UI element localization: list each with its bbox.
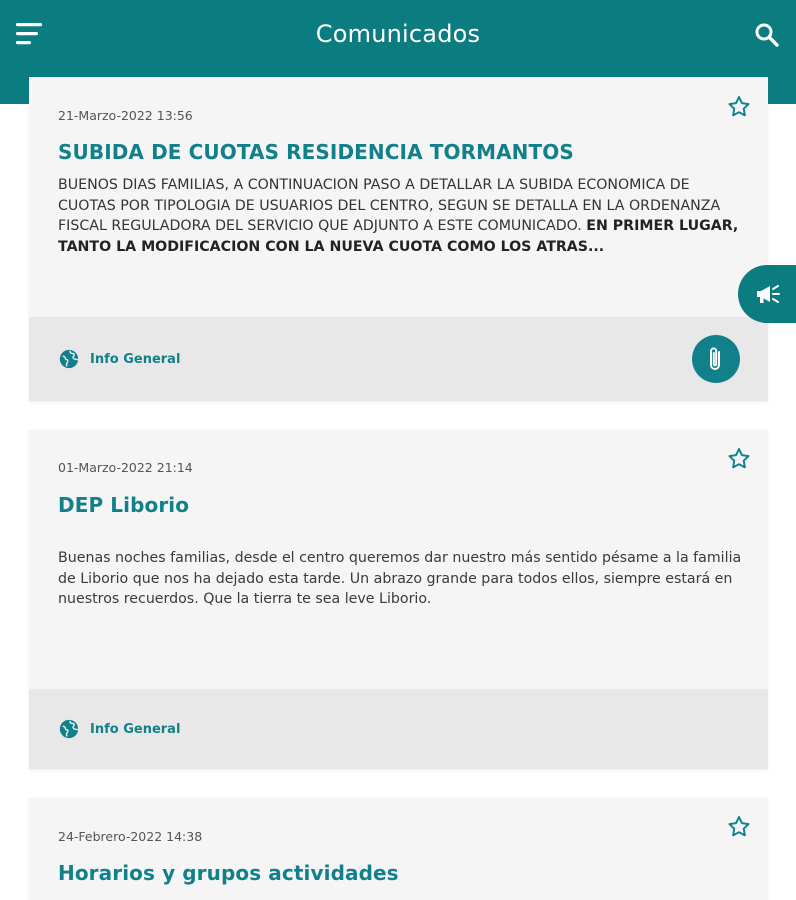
category-tag — [58, 348, 180, 370]
attachment-button[interactable] — [692, 335, 740, 383]
announcements-side-button[interactable] — [738, 265, 796, 323]
card-body-bold: EN PRIMER LUGAR, TANTO LA MODIFICACION CON LA NUEVA CUOTA COMO LOS ATRAS... — [58, 218, 739, 255]
globe-icon — [58, 718, 80, 740]
card-footer — [29, 317, 768, 401]
star-icon — [726, 94, 752, 120]
category-label: Info General — [90, 351, 181, 367]
star-icon — [726, 446, 752, 472]
page-title: Comunicados — [315, 20, 481, 48]
favorite-button[interactable] — [726, 814, 752, 840]
favorite-button[interactable] — [726, 446, 752, 472]
star-icon — [726, 814, 752, 840]
globe-icon — [58, 348, 80, 370]
category-tag — [58, 718, 180, 740]
card-title: SUBIDA DE CUOTAS RESIDENCIA TORMANTOS — [58, 140, 574, 164]
card-date: 24-Febrero-2022 14:38 — [58, 829, 203, 844]
card-date: 21-Marzo-2022 13:56 — [58, 108, 193, 123]
card-footer — [29, 689, 768, 769]
announcement-card[interactable] — [29, 430, 768, 769]
category-label: Info General — [90, 721, 181, 737]
app-bar — [0, 0, 796, 70]
card-title: Horarios y grupos actividades — [58, 861, 399, 885]
card-body-text: BUENOS DIAS FAMILIAS, A CONTINUACION PASO A DETALLAR LA SUBIDA ECONOMICA DE CUOTAS POR TIPOLOGIA DE USUARIOS DEL CENTRO, SEGUN SE DETALLA EN LA ORDENANZA FISCAL REGULADORA DEL SERVICIO QUE ADJUNTO A ESTE COMUNICADO. — [58, 177, 721, 234]
card-date: 01-Marzo-2022 21:14 — [58, 460, 193, 475]
favorite-button[interactable] — [726, 94, 752, 120]
card-body — [58, 175, 748, 257]
card-body: Buenas noches familias, desde el centro queremos dar nuestro más sentido pésame a la familia de Liborio que nos ha dejado esta tarde. Un abrazo grande para todos ellos, siempre estará en nuestros recuerdos. Que la tierra te sea leve Liborio. — [58, 550, 742, 607]
paperclip-icon — [704, 345, 728, 373]
menu-icon — [14, 20, 44, 48]
megaphone-icon — [754, 282, 782, 306]
search-icon — [752, 20, 782, 50]
menu-button[interactable] — [14, 20, 44, 48]
announcement-card[interactable] — [29, 798, 768, 900]
announcement-card[interactable] — [29, 77, 768, 401]
card-title: DEP Liborio — [58, 493, 190, 517]
search-button[interactable] — [752, 20, 782, 50]
